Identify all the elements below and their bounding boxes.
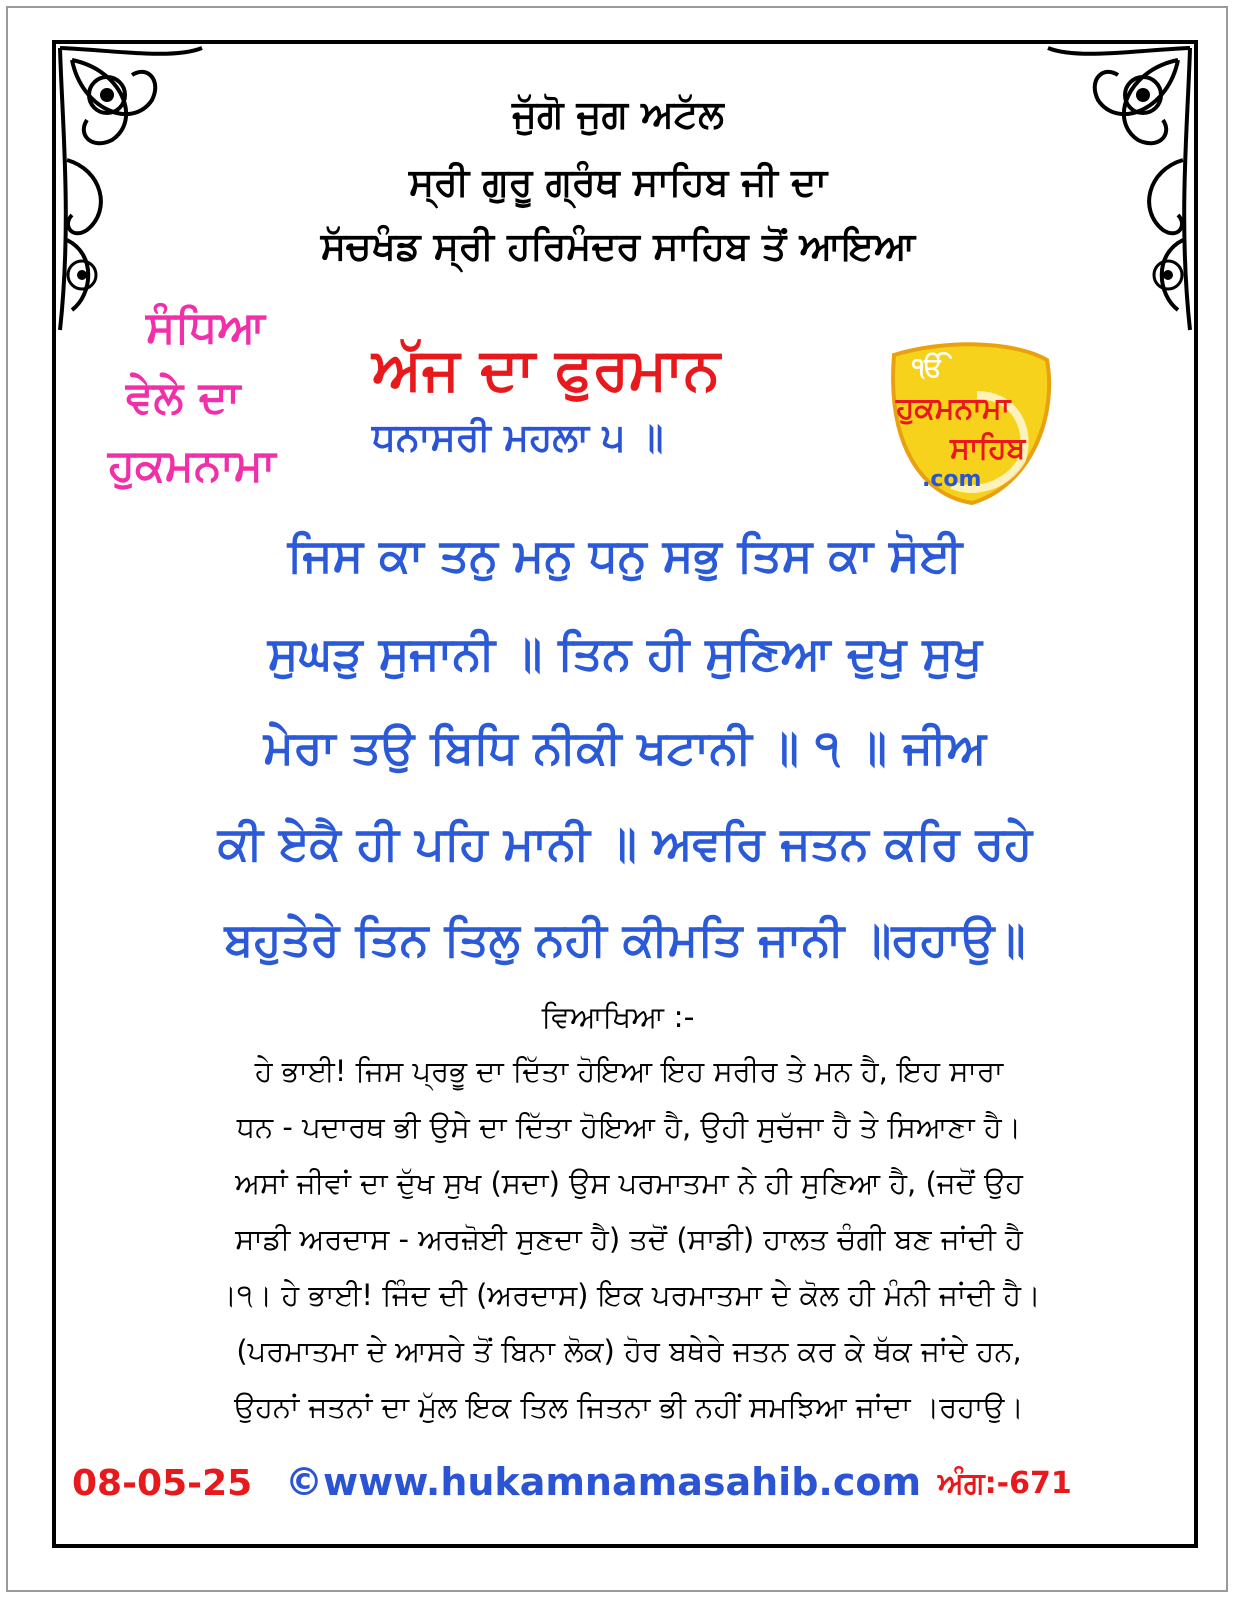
footer-ang-number: ਅੰਗ:-671: [938, 1466, 1072, 1501]
explanation-line-2: ਧਨ - ਪਦਾਰਥ ਭੀ ਉਸੇ ਦਾ ਦਿੱਤਾ ਹੋਇਆ ਹੈ, ਉਹੀ ਸੁਚੱਜਾ ਹੈ ਤੇ ਸਿਆਣਾ ਹੈ।: [236, 1110, 1022, 1144]
gurbani-line-5: ਬਹੁਤੇਰੇ ਤਿਨ ਤਿਲੁ ਨਹੀ ਕੀਮਤਿ ਜਾਨੀ ॥ਰਹਾਉ॥: [224, 912, 1026, 966]
explanation-line-7: ਉਹਨਾਂ ਜਤਨਾਂ ਦਾ ਮੁੱਲ ਇਕ ਤਿਲ ਜਿਤਨਾ ਭੀ ਨਹੀਂ ਸਮਝਿਆ ਜਾਂਦਾ ।ਰਹਾਉ।: [234, 1390, 1024, 1424]
explanation-line-3: ਅਸਾਂ ਜੀਵਾਂ ਦਾ ਦੁੱਖ ਸੁਖ (ਸਦਾ) ਉਸ ਪਰਮਾਤਮਾ ਨੇ ਹੀ ਸੁਣਿਆ ਹੈ, (ਜਦੋਂ ਉਹ: [235, 1166, 1023, 1200]
raag-heading: ਧਨਾਸਰੀ ਮਹਲਾ ੫ ॥: [372, 415, 664, 459]
explanation-line-5: ।੧। ਹੇ ਭਾਈ! ਜਿੰਦ ਦੀ (ਅਰਦਾਸ) ਇਕ ਪਰਮਾਤਮਾ ਦੇ ਕੋਲ ਹੀ ਮੰਨੀ ਜਾਂਦੀ ਹੈ।: [217, 1278, 1041, 1312]
footer-website-link[interactable]: ©www.hukamnamasahib.com: [285, 1460, 922, 1504]
side-label-line-2: ਵੇਲੇ ਦਾ: [126, 372, 241, 423]
logo-ik-onkar: ੴ: [912, 353, 944, 383]
gurbani-line-1: ਜਿਸ ਕਾ ਤਨੁ ਮਨੁ ਧਨੁ ਸਭੁ ਤਿਸ ਕਾ ਸੋਈ: [287, 528, 963, 582]
side-label-line-1: ਸੰਧਿਆ: [146, 302, 266, 353]
explanation-line-1: ਹੇ ਭਾਈ! ਜਿਸ ਪ੍ਰਭੂ ਦਾ ਦਿੱਤਾ ਹੋਇਆ ਇਹ ਸਰੀਰ ਤੇ ਮਨ ਹੈ, ਇਹ ਸਾਰਾ: [254, 1054, 1004, 1088]
logo-line-1: ਹੁਕਮਨਾਮਾ: [896, 391, 1011, 426]
side-label-line-3: ਹੁਕਮਨਾਮਾ: [108, 440, 276, 491]
explanation-line-4: ਸਾਡੀ ਅਰਦਾਸ - ਅਰਜ਼ੋਈ ਸੁਣਦਾ ਹੈ) ਤਦੋਂ (ਸਾਡੀ) ਹਾਲਤ ਚੰਗੀ ਬਣ ਜਾਂਦੀ ਹੈ: [235, 1222, 1023, 1256]
footer-date: 08-05-25: [72, 1463, 253, 1504]
explanation-line-6: (ਪਰਮਾਤਮਾ ਦੇ ਆਸਰੇ ਤੋਂ ਬਿਨਾ ਲੋਕ) ਹੋਰ ਬਥੇਰੇ ਜਤਨ ਕਰ ਕੇ ਥੱਕ ਜਾਂਦੇ ਹਨ,: [236, 1334, 1022, 1368]
gurbani-line-3: ਮੇਰਾ ਤਉ ਬਿਧਿ ਨੀਕੀ ਖਟਾਨੀ ॥ ੧ ॥ ਜੀਅ: [263, 720, 987, 774]
header-line-3: ਸੱਚਖੰਡ ਸ੍ਰੀ ਹਰਿਮੰਦਰ ਸਾਹਿਬ ਤੋਂ ਆਇਆ: [320, 224, 916, 268]
gurbani-line-2: ਸੁਘੜੁ ਸੁਜਾਨੀ ॥ ਤਿਨ ਹੀ ਸੁਣਿਆ ਦੁਖੁ ਸੁਖੁ: [267, 626, 983, 680]
hukamnama-sahib-logo: [882, 335, 1054, 507]
explanation-label: ਵਿਆਖਿਆ :-: [541, 1000, 695, 1035]
logo-line-3: .com: [922, 467, 982, 492]
logo-line-2: ਸਾਹਿਬ: [950, 431, 1026, 466]
gurbani-line-4: ਕੀ ਏਕੈ ਹੀ ਪਹਿ ਮਾਨੀ ॥ ਅਵਰਿ ਜਤਨ ਕਰਿ ਰਹੇ: [217, 816, 1033, 870]
header-line-1: ਜੁੱਗੋ ਜੁਗ ਅਟੱਲ: [512, 92, 724, 136]
header-line-2: ਸ੍ਰੀ ਗੁਰੂ ਗ੍ਰੰਥ ਸਾਹਿਬ ਜੀ ਦਾ: [408, 160, 828, 204]
page-title: ਅੱਜ ਦਾ ਫੁਰਮਾਨ: [372, 335, 720, 403]
